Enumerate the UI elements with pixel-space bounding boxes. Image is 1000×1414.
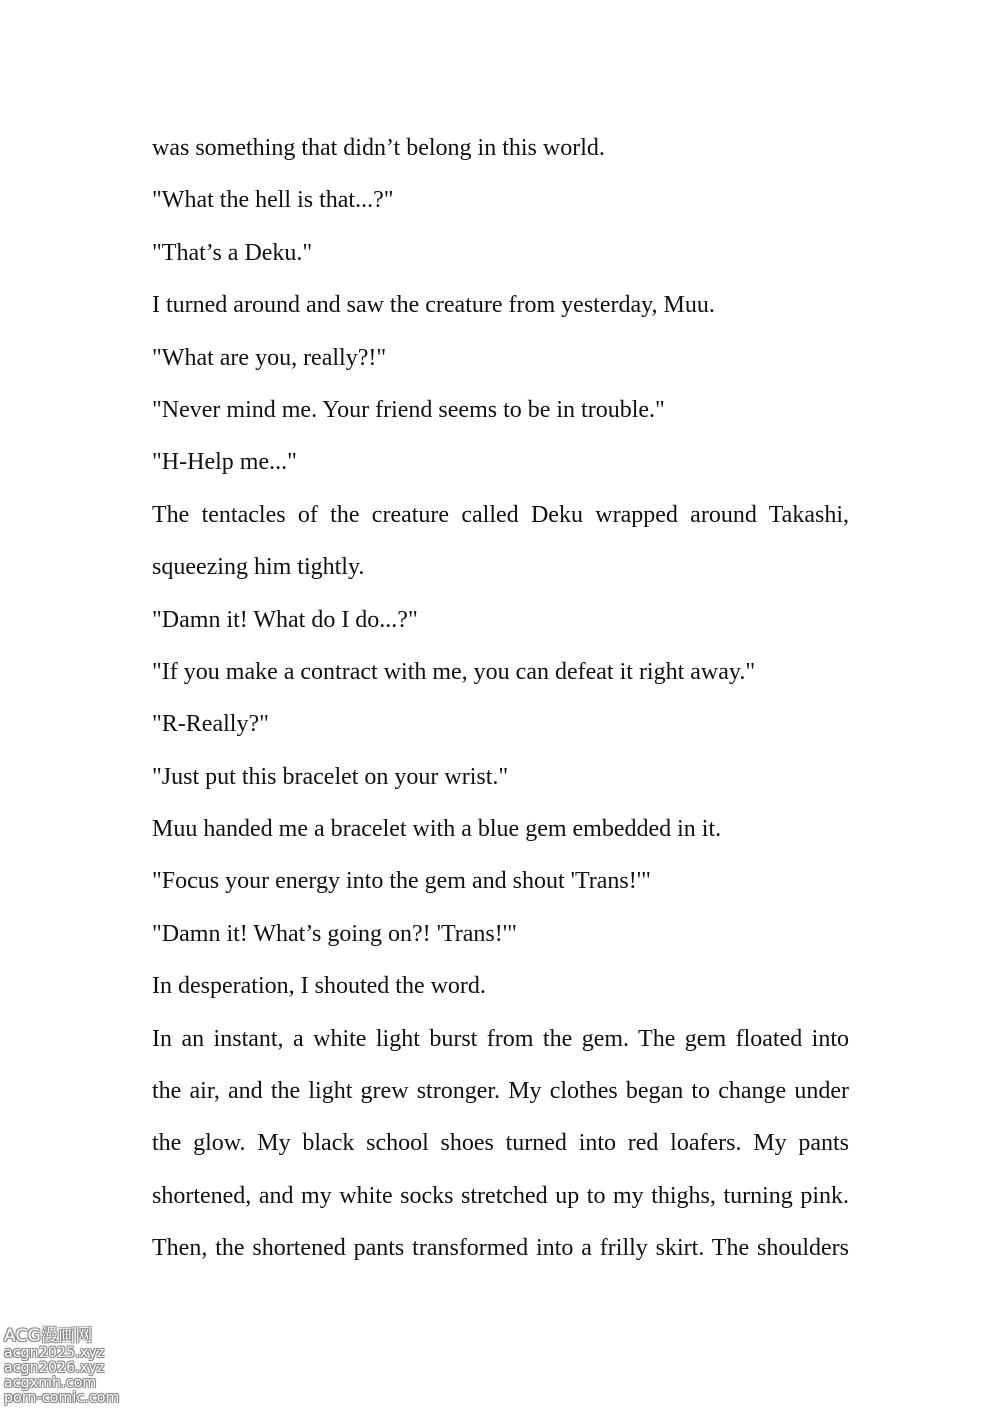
watermark-line: porn-comic.com [4, 1390, 120, 1406]
text-line: "Just put this bracelet on your wrist." [152, 763, 509, 790]
text-line: shortened, and my white socks stretched up to my thighs, turning pink. [152, 1182, 849, 1209]
text-line: "R-Really?" [152, 711, 269, 738]
watermark-line: ACG漫画网 [4, 1326, 93, 1346]
text-line: "Focus your energy into the gem and shout 'Trans!'" [152, 868, 651, 895]
text-line: "What are you, really?!" [152, 344, 387, 371]
text-line: "Damn it! What do I do...?" [152, 606, 418, 633]
text-line: I turned around and saw the creature from yesterday, Muu. [152, 292, 715, 319]
text-line: Then, the shortened pants transformed into a frilly skirt. The shoulders [152, 1235, 849, 1262]
watermark-line: acgxmh.com [4, 1375, 97, 1391]
text-line: "H-Help me..." [152, 449, 297, 476]
text-line: the glow. My black school shoes turned into red loafers. My pants [152, 1130, 849, 1157]
text-line: The tentacles of the creature called Deku wrapped around Takashi, [152, 501, 849, 528]
text-line: "Never mind me. Your friend seems to be in trouble." [152, 396, 665, 423]
text-line: "Damn it! What’s going on?! 'Trans!'" [152, 920, 517, 947]
text-line: "What the hell is that...?" [152, 187, 394, 214]
text-line: was something that didn’t belong in this world. [152, 135, 605, 161]
text-line: squeezing him tightly. [152, 554, 365, 581]
text-line: "That’s a Deku." [152, 239, 313, 266]
site-watermark [4, 1326, 128, 1406]
text-line: In an instant, a white light burst from the gem. The gem floated into [152, 1025, 849, 1052]
body-text [152, 128, 849, 1281]
watermark-line: acgn2025.xyz [4, 1345, 105, 1361]
watermark-line: acgn2026.xyz [4, 1360, 105, 1376]
text-line: Muu handed me a bracelet with a blue gem embedded in it. [152, 816, 722, 843]
text-line: "If you make a contract with me, you can defeat it right away." [152, 658, 756, 685]
text-line: In desperation, I shouted the word. [152, 973, 486, 1000]
text-line: the air, and the light grew stronger. My clothes began to change under [152, 1078, 849, 1105]
